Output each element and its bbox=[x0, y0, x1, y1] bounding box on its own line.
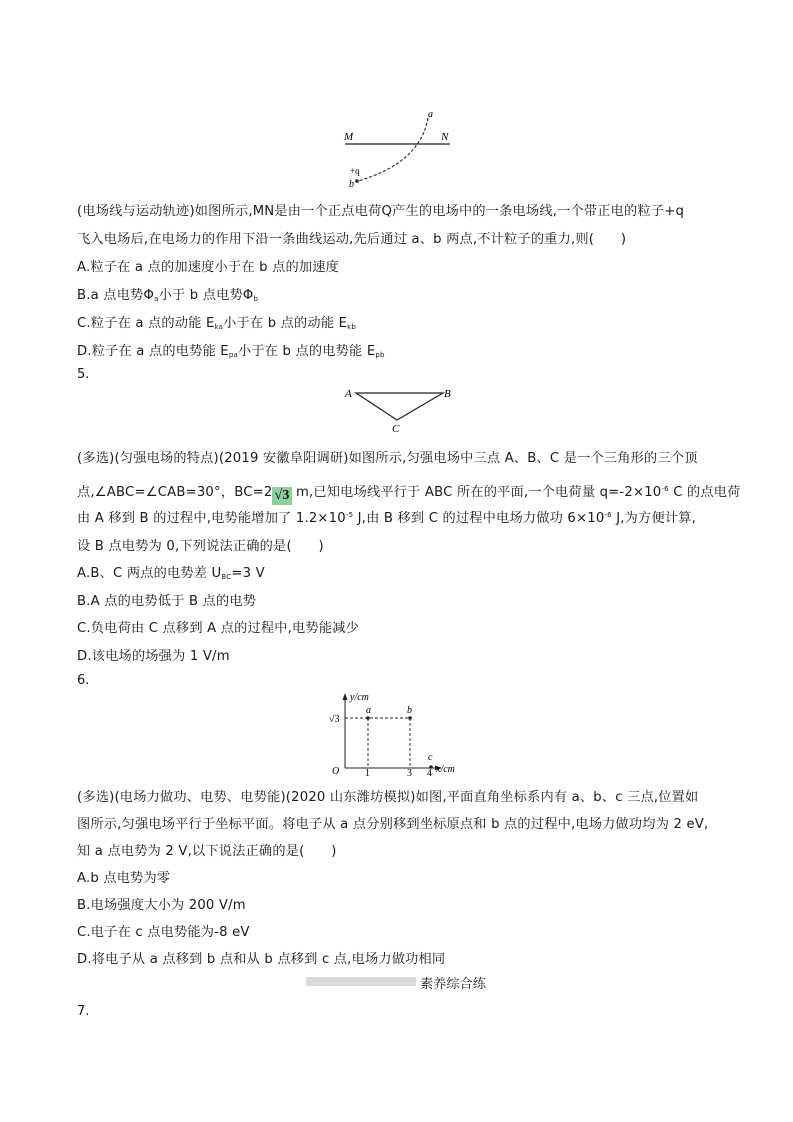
q5-stem-line-1: (多选)(匀强电场的特点)(2019 安徽阜阳调研)如图所示,匀强电场中三点 A、B、C 是一个三角形的三个顶 bbox=[77, 451, 698, 466]
label-m: M bbox=[344, 131, 354, 143]
q6-option-a: A.b 点电势为零 bbox=[77, 871, 171, 886]
sqrt3-image: √3 bbox=[274, 488, 290, 503]
label-a: A bbox=[345, 388, 352, 400]
label-point-b: b bbox=[407, 705, 412, 716]
q4-option-c: C.粒子在 a 点的动能 $E_{ka}$小于在 b 点的动能 $E_{kb}$ bbox=[77, 316, 357, 331]
section-bar bbox=[306, 977, 416, 986]
label-b: B bbox=[444, 388, 451, 400]
q6-option-d: D.将电子从 a 点移到 b 点和从 b 点移到 c 点,电场力做功相同 bbox=[77, 952, 446, 967]
label-a: a bbox=[428, 109, 433, 120]
q4-stem-line-2: 飞入电场后,在电场力的作用下沿一条曲线运动,先后通过 a、b 两点,不计粒子的重力,则( ) bbox=[77, 232, 627, 247]
origin-label: O bbox=[332, 766, 340, 776]
y-axis-label: y/cm bbox=[350, 692, 369, 703]
q5-number: 5. bbox=[77, 367, 90, 382]
q5-stem-line-4: 设 B 点电势为 0,下列说法正确的是( ) bbox=[77, 539, 324, 554]
q7-number: 7. bbox=[77, 1004, 90, 1019]
q4-option-d: D.粒子在 a 点的电势能 $E_{pa}$小于在 b 点的电势能 $E_{pb}$ bbox=[77, 344, 385, 359]
triangle-abc bbox=[356, 393, 443, 420]
q4-figure bbox=[340, 108, 460, 190]
x-axis-label: x/cm bbox=[436, 764, 455, 775]
q4-option-a: A.粒子在 a 点的加速度小于在 b 点的加速度 bbox=[77, 260, 339, 275]
label-n: N bbox=[441, 131, 449, 143]
q6-stem-line-2: 图所示,匀强电场平行于坐标平面。将电子从 a 点分别移到坐标原点和 b 点的过程中,电场力做功均为 2 eV, bbox=[77, 817, 709, 832]
q5-option-b: B.A 点的电势低于 B 点的电势 bbox=[77, 594, 257, 609]
q5-stem-line-2: 点,∠ABC=∠CAB=30°，BC=2 √3 m,已知电场线平行于 ABC 所在的平面,一个电荷量 $q=-2\times 10^{-6}$ C 的点电荷 bbox=[77, 485, 741, 503]
q6-number: 6. bbox=[77, 673, 90, 688]
x-tick-4: 4 bbox=[427, 768, 432, 776]
x-tick-3: 3 bbox=[407, 768, 412, 776]
q6-coordinate-figure bbox=[328, 690, 468, 776]
y-tick-sqrt3: √3 bbox=[329, 714, 340, 725]
q4-stem-line-1: (电场线与运动轨迹)如图所示,MN是由一个正点电荷Q产生的电场中的一条电场线,一个带正电的粒子+q bbox=[77, 204, 685, 219]
trajectory-curve bbox=[358, 118, 428, 181]
q5-triangle-figure bbox=[340, 384, 460, 434]
q6-stem-line-3: 知 a 点电势为 2 V,以下说法正确的是( ) bbox=[77, 844, 337, 859]
q6-option-c: C.电子在 c 点电势能为-8 eV bbox=[77, 925, 250, 940]
q5-stem-line-3: 由 A 移到 B 的过程中,电势能增加了 $1.2\times 10^{-5}$ J,由 B 移到 C 的过程中电场力做功 $6\times 10^{-6}$ J,为方便计算, bbox=[77, 511, 697, 526]
section-title: 素养综合练 bbox=[420, 977, 486, 992]
x-tick-1: 1 bbox=[365, 768, 370, 776]
label-c: C bbox=[392, 423, 400, 434]
point-a bbox=[366, 716, 370, 720]
q4-option-b: B.a 点电势$\Phi_a$小于 b 点电势$\Phi_b$ bbox=[77, 288, 259, 303]
q6-stem-line-1: (多选)(电场力做功、电势、电势能)(2020 山东潍坊模拟)如图,平面直角坐标系内有 a、b、c 三点,位置如 bbox=[77, 790, 699, 805]
q6-option-b: B.电场强度大小为 200 V/m bbox=[77, 898, 246, 913]
q5-option-c: C.负电荷由 C 点移到 A 点的过程中,电势能减少 bbox=[77, 621, 359, 636]
label-point-c: c bbox=[428, 752, 433, 763]
label-q: +q bbox=[350, 166, 360, 176]
q5-option-a: A.B、C 两点的电势差 $U_{BC}=3$ V bbox=[77, 566, 265, 581]
label-point-a: a bbox=[366, 705, 371, 716]
q5-option-d: D.该电场的场强为 1 V/m bbox=[77, 649, 230, 664]
label-b: b bbox=[349, 179, 354, 190]
y-axis-arrow bbox=[343, 693, 348, 700]
point-b bbox=[408, 716, 412, 720]
point-b-dot bbox=[355, 179, 359, 183]
